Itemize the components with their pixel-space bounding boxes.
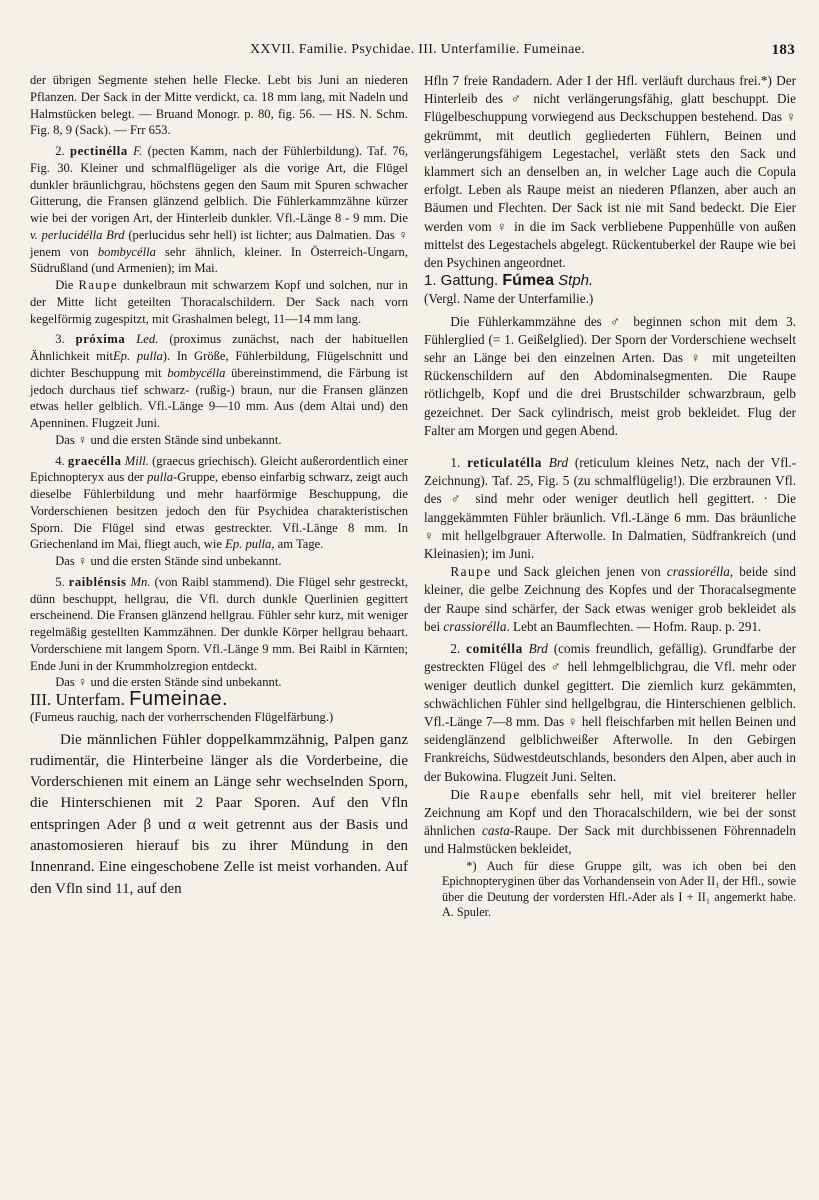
section-heading: III. Unterfam. Fumeinae.	[30, 688, 229, 710]
section-subtitle: (Fumeus rauchig, nach der vorherrschenden Flügelfärbung.)	[30, 709, 334, 724]
species-name: graecélla	[67, 453, 122, 468]
larva-paragraph: Die Raupe ebenfalls sehr hell, mit viel breiterer heller Zeichnung am Kopf und den Thoracalschildern, wie bei der sonst ähnlichen casta-Raupe. Der Sack mit durchbissenen Föhrennadeln und Halmstücken bekleidet,	[424, 786, 797, 857]
species-entry-proxima: 3. próxima Led. (proximus zunächst, nach der habituellen Ähnlichkeit mitEp. pulla). In Größe, Fühlerbildung, Flügelschnitt und dichter Beschuppung mit bombycélla übereinstimmend, die Färbung ist jedoch durchaus tief schwarz- (rußig-) braun, nur die Fransen glänzen etwas heller gelblich. Vfl.-Länge 9—10 mm. Aus (dem Altai und) den Apenninen. Flugzeit Juni.	[30, 332, 409, 430]
note: Das ♀ und die ersten Stände sind unbekannt.	[55, 432, 282, 447]
right-column	[424, 72, 796, 921]
note: Das ♀ und die ersten Stände sind unbekannt.	[55, 554, 282, 568]
species-name: comitélla	[466, 641, 523, 657]
species-author: Brd	[528, 641, 548, 657]
species-name: pectinélla	[69, 144, 128, 158]
species-author: F.	[133, 144, 143, 158]
species-author: Led.	[136, 332, 159, 347]
species-entry-comitella: 2. comitélla Brd (comis freundlich, gefällig). Grundfarbe der gestreckten Flügel des ♂ hell lehmgelblichgrau, die Vfl. mehr oder weniger deutlich dunkel gegittert. Die ziemlich kurz gekämmten, schwächlichen Fühler sind hellgelbgrau, die Hinterschienen gelblich. Vfl.-Länge 7—8 mm. Das ♀ hell fleischfarben mit hellen Beinen und seidenglänzend gelblichweißer Afterwolle. In den Gebirgen Frankreichs, Südwestdeutschlands, besonders den Alpen, aber auch in der Bukowina. Flugzeit Juni. Selten.	[424, 641, 797, 784]
genus-name: Fúmea	[502, 272, 554, 290]
species-name: reticulatélla	[467, 455, 542, 471]
species-name: raiblénsis	[68, 574, 127, 589]
paragraph: Hfln 7 freie Randadern. Ader I der Hfl. verläuft durchaus frei.*) Der Hinterleib des ♂ nicht verlängerungsfähig, glatt beschuppt. Die Flügelbeschuppung vorwiegend aus Deckschuppen bestehend. Das ♀ gekrümmt, mit deutlich gegliederten Fühlern, Beinen und verlängerungsfähigem Legestachel, verläßt stets den Sack und klammert sich an denselben an, in welcher Lage auch die Copula erfolgt. Leben als Raupe meist an niederen Pflanzen, aber auch an Bäumen und Flechten. Der Sack ist nie mit Sand bedeckt. Die Eier werden vom ♀ in die im Sack verbliebene Puppenhülle von außen mittelst des Legestachels abgelegt. Rückentuberkel der Raupe wie bei den Psychinen angeordnet.	[424, 73, 796, 271]
subfamily-description	[30, 730, 408, 900]
species-name: próxima	[75, 332, 126, 347]
species-author: Mn.	[130, 574, 151, 589]
species-entry-raiblensis: 5. raiblénsis Mn. (von Raibl stammend). Die Flügel sehr gestreckt, dünn beschuppt, hellgrau, die Vfl. durch dunkle Querlinien gegittert erscheinend. Die Fransen glänzend hellgrau. Fühler sehr kurz, mit weniger regelmäßig gestellten Kammzähnen. Der dunkle Körper hellgrau behaart. Vorderschiene mit langem Sporn. Vfl.-Länge 9 mm. Bei Raibl in Kärnten; Ende Juni in der Krummholzregion entdeckt.	[30, 574, 409, 673]
genus-heading: 1. Gattung. Fúmea Stph.	[424, 272, 594, 290]
species-entry-reticulatella: 1. reticulatélla Brd (reticulum kleines Netz, nach der Vfl.-Zeichnung). Taf. 25, Fig. 5 (zu schmalflügelig!). Die erzbraunen Vfl. des ♂ sind mehr oder weniger deutlich hell gegittert. · Die langgekämmten Fühler bräunlich. Vfl.-Länge 6 mm. Das bräunliche ♀ mit hellgelbgrauer Afterwolle. In Dalmatien, Südfrankreich (und Kleinasien); im Juni.	[424, 455, 796, 562]
larva-paragraph: Raupe und Sack gleichen jenen von crassiorélla, beide sind kleiner, die gelbe Zeichnung des Kopfes und der Thoracalsegmente der Raupe sind schärfer, der Sack etwas weniger grob bekleidet als bei crassiorélla. Lebt an Baumflechten. — Hofm. Raup. p. 291.	[424, 564, 796, 634]
running-head-title: XXVII. Familie. Psychidae. III. Unterfamilie. Fumeinae.	[250, 42, 585, 57]
note: Das ♀ und die ersten Stände sind unbekannt.	[55, 675, 282, 690]
paragraph: der übrigen Segmente stehen helle Flecke. Lebt bis Juni an niederen Pflanzen. Der Sack in der Mitte verdickt, ca. 18 mm lang, mit Nadeln und Halmstücken belegt. — Bruand Monogr. p. 80, fig. 56. — HS. N. Schm. Fig. 8, 9 (Sack). — Frr 653.	[30, 73, 408, 138]
paragraph: Die Fühlerkammzähne des ♂ beginnen schon mit dem 3. Fühlerglied (= 1. Geißelglied). Der Sporn der Vorderschiene wechselt sehr an Länge bei den einzelnen Arten. Das ♀ mit ungeteilten Rückenschildern auf den Abdominalsegmenten. Die Raupe rötlichgelb, Kopf und die drei Brustschilder schwarzbraun, gelb gezeichnet. Der Sack cylindrisch, meist grob bekleidet. Flug der Falter am Morgen und gegen Abend.	[424, 313, 796, 438]
footnote: *) Auch für diese Gruppe gilt, was ich oben bei den Epichnopteryginen über das Vorhandensein von Ader II₁ der Hfl., sowie über die Deutung der vordersten Hfl.-Ader als I + II₁ angemerkt habe. A. Spuler.	[442, 858, 796, 920]
species-author: Mill.	[124, 453, 149, 468]
page-number: 183	[771, 42, 795, 58]
left-column	[30, 72, 408, 900]
running-head	[30, 42, 795, 66]
larva-paragraph: Die Raupe dunkelbraun mit schwarzem Kopf und solchen, nur in der Mitte licht geteilten Thoracalschildern. Der Sack nach vorn kegelförmig zugespitzt, mit Grashalmen belegt, 11—14 mm lang.	[30, 278, 408, 326]
paragraph: Die männlichen Fühler doppelkammzähnig, Palpen ganz rudimentär, die Hinterbeine länger als die Vorderbeine, die Vorderschienen mit einem an Länge sehr wechselnden Sporn, die Hinterschienen mit 2 Paar Sporen. Auf den Vfln entspringen Ader β und α weit getrennt aus der Basis und anastomosieren hierauf bis zu ihrer Mündung in den Innenrand. Eine eingeschobene Zelle ist meist vorhanden. Auf den Vfln sind 11, auf den	[30, 731, 408, 897]
species-author: Brd	[548, 455, 569, 471]
section-title: Fumeinae.	[129, 688, 229, 710]
species-entry-graecella: 4. graecélla Mill. (graecus griechisch). Gleicht außerordentlich einer Epichnopteryx aus der pulla-Gruppe, ebenso einfarbig schwarz, zeigt auch dieselbe Fühlerbildung und mehr haarförmige Beschuppung, die Vorderschienen besitzen jedoch den für Psychidea charakteristischen Sporn. Die Flügel sind etwas gestreckter. Vfl.-Länge 8 mm. In Griechenland im Mai, fliegt auch, wie Ep. pulla, am Tage.	[30, 453, 408, 552]
species-entry-pectinella: 2. pectinélla F. (pecten Kamm, nach der Fühlerbildung). Taf. 76, Fig. 30. Kleiner und schmalflügeliger als die vorige Art, die Flügel dunkler bräunlichgrau, höchstens gegen den Saum mit Spuren schwacher Gitterung, die Fransen glänzend gelblich. Die Fühlerkammzähne kürzer wie bei der vorigen Art, der Hinterleib dunkler. Vfl.-Länge 8 - 9 mm. Die v. perlucidélla Brd (perlucidus sehr hell) ist lichter; aus Dalmatien. Das ♀ jenem von bombycélla sehr ähnlich, kleiner. In Österreich-Ungarn, Südrußland (und Armenien); im Mai.	[30, 144, 408, 276]
variety-name: v. perlucidélla Brd	[30, 227, 125, 242]
genus-subtitle: (Vergl. Name der Unterfamilie.)	[424, 291, 594, 307]
